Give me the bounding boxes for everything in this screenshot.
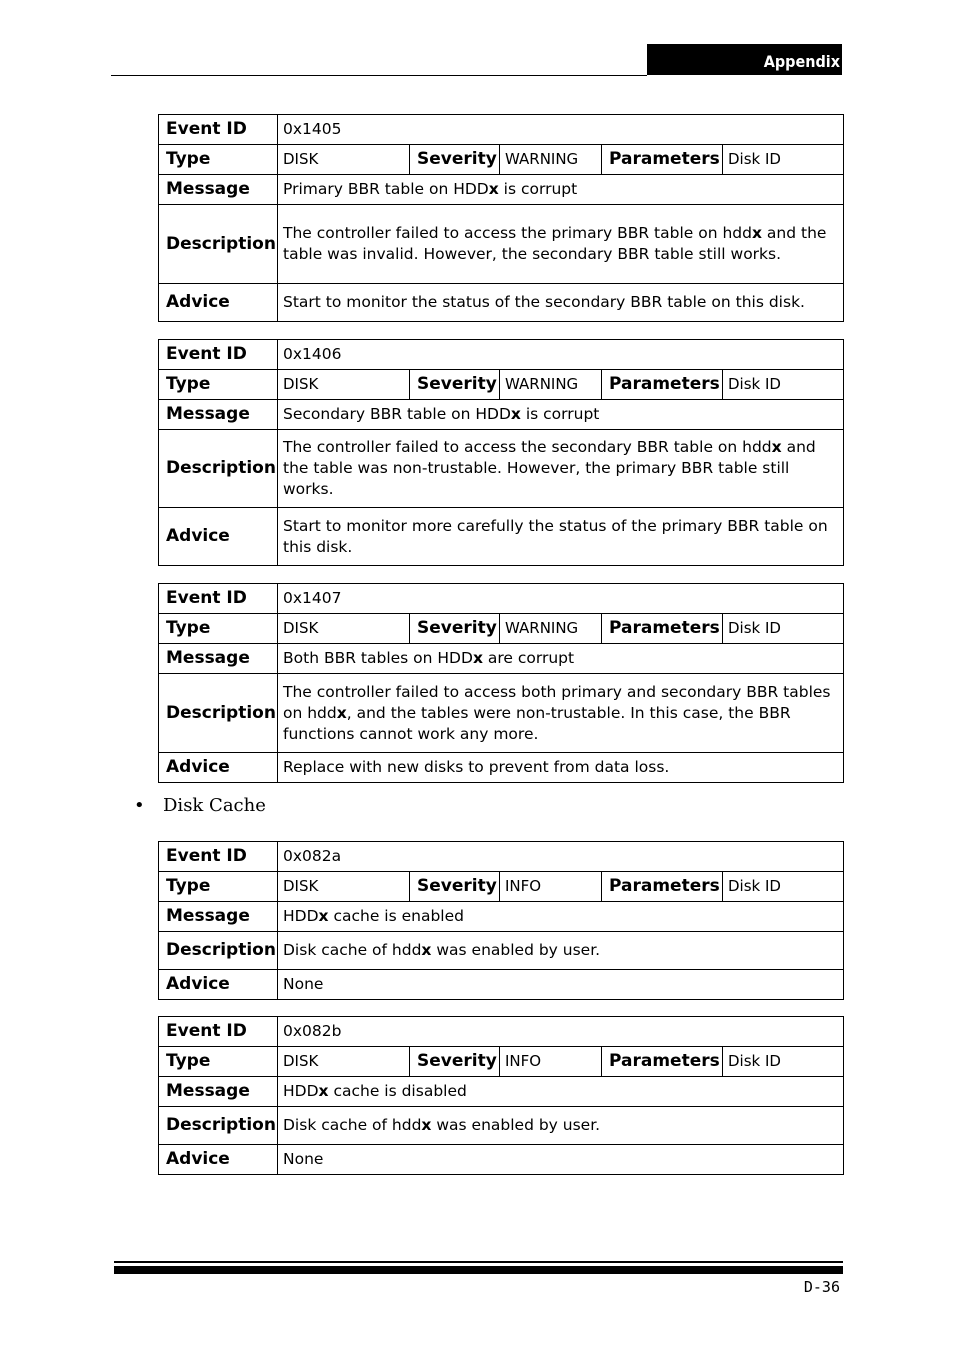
parameters-value: Disk ID bbox=[723, 370, 844, 400]
label-parameters: Parameters bbox=[602, 872, 723, 902]
parameters-value: Disk ID bbox=[723, 614, 844, 644]
type-value: DISK bbox=[278, 872, 410, 902]
advice-value: None bbox=[278, 970, 844, 1000]
footer-rule-thick bbox=[114, 1266, 843, 1274]
row-message bbox=[159, 644, 844, 674]
label-description: Description bbox=[159, 932, 278, 970]
label-advice: Advice bbox=[159, 1145, 278, 1175]
label-description: Description bbox=[159, 674, 278, 753]
row-type bbox=[159, 1047, 844, 1077]
label-advice: Advice bbox=[159, 970, 278, 1000]
message-value: HDDx cache is enabled bbox=[278, 902, 844, 932]
event-table bbox=[158, 339, 844, 566]
label-message: Message bbox=[159, 175, 278, 205]
row-advice bbox=[159, 753, 844, 783]
event-id-value: 0x1405 bbox=[278, 115, 844, 145]
label-message: Message bbox=[159, 902, 278, 932]
description-value: Disk cache of hddx was enabled by user. bbox=[278, 1107, 844, 1145]
parameters-value: Disk ID bbox=[723, 145, 844, 175]
advice-value: None bbox=[278, 1145, 844, 1175]
type-value: DISK bbox=[278, 1047, 410, 1077]
bullet-icon: • bbox=[134, 795, 145, 816]
bullet-text: Disk Cache bbox=[163, 795, 266, 816]
row-advice bbox=[159, 970, 844, 1000]
label-parameters: Parameters bbox=[602, 370, 723, 400]
label-type: Type bbox=[159, 872, 278, 902]
label-description: Description bbox=[159, 1107, 278, 1145]
label-message: Message bbox=[159, 1077, 278, 1107]
row-type bbox=[159, 872, 844, 902]
section-tab: Appendix bbox=[647, 44, 842, 75]
label-severity: Severity bbox=[410, 145, 500, 175]
row-advice bbox=[159, 1145, 844, 1175]
label-parameters: Parameters bbox=[602, 614, 723, 644]
label-event-id: Event ID bbox=[159, 842, 278, 872]
label-message: Message bbox=[159, 644, 278, 674]
severity-value: WARNING bbox=[500, 370, 602, 400]
row-event-id bbox=[159, 1017, 844, 1047]
parameters-value: Disk ID bbox=[723, 872, 844, 902]
row-description bbox=[159, 430, 844, 508]
row-type bbox=[159, 145, 844, 175]
row-type bbox=[159, 370, 844, 400]
severity-value: INFO bbox=[500, 872, 602, 902]
message-value: Secondary BBR table on HDDx is corrupt bbox=[278, 400, 844, 430]
row-event-id bbox=[159, 842, 844, 872]
label-description: Description bbox=[159, 430, 278, 508]
row-message bbox=[159, 902, 844, 932]
message-value: Primary BBR table on HDDx is corrupt bbox=[278, 175, 844, 205]
label-event-id: Event ID bbox=[159, 1017, 278, 1047]
label-event-id: Event ID bbox=[159, 115, 278, 145]
severity-value: INFO bbox=[500, 1047, 602, 1077]
label-type: Type bbox=[159, 614, 278, 644]
message-value: HDDx cache is disabled bbox=[278, 1077, 844, 1107]
label-advice: Advice bbox=[159, 753, 278, 783]
event-id-value: 0x082a bbox=[278, 842, 844, 872]
label-severity: Severity bbox=[410, 872, 500, 902]
label-type: Type bbox=[159, 370, 278, 400]
event-id-value: 0x082b bbox=[278, 1017, 844, 1047]
type-value: DISK bbox=[278, 145, 410, 175]
label-advice: Advice bbox=[159, 284, 278, 322]
label-severity: Severity bbox=[410, 1047, 500, 1077]
description-value: Disk cache of hddx was enabled by user. bbox=[278, 932, 844, 970]
advice-value: Replace with new disks to prevent from data loss. bbox=[278, 753, 844, 783]
event-id-value: 0x1407 bbox=[278, 584, 844, 614]
header-rule bbox=[111, 75, 647, 76]
advice-value: Start to monitor the status of the secondary BBR table on this disk. bbox=[278, 284, 844, 322]
label-parameters: Parameters bbox=[602, 145, 723, 175]
row-advice bbox=[159, 284, 844, 322]
label-event-id: Event ID bbox=[159, 340, 278, 370]
row-message bbox=[159, 1077, 844, 1107]
severity-value: WARNING bbox=[500, 145, 602, 175]
type-value: DISK bbox=[278, 614, 410, 644]
label-severity: Severity bbox=[410, 370, 500, 400]
label-severity: Severity bbox=[410, 614, 500, 644]
row-description bbox=[159, 674, 844, 753]
advice-value: Start to monitor more carefully the status of the primary BBR table on this disk. bbox=[278, 508, 844, 566]
type-value: DISK bbox=[278, 370, 410, 400]
severity-value: WARNING bbox=[500, 614, 602, 644]
row-message bbox=[159, 400, 844, 430]
row-message bbox=[159, 175, 844, 205]
parameters-value: Disk ID bbox=[723, 1047, 844, 1077]
label-parameters: Parameters bbox=[602, 1047, 723, 1077]
message-value: Both BBR tables on HDDx are corrupt bbox=[278, 644, 844, 674]
row-event-id bbox=[159, 115, 844, 145]
event-id-value: 0x1406 bbox=[278, 340, 844, 370]
row-event-id bbox=[159, 584, 844, 614]
row-description bbox=[159, 1107, 844, 1145]
event-table bbox=[158, 841, 844, 1000]
row-description bbox=[159, 205, 844, 284]
row-event-id bbox=[159, 340, 844, 370]
event-table bbox=[158, 583, 844, 783]
label-event-id: Event ID bbox=[159, 584, 278, 614]
row-type bbox=[159, 614, 844, 644]
footer-rule-thin bbox=[114, 1261, 843, 1263]
event-table bbox=[158, 114, 844, 322]
label-type: Type bbox=[159, 145, 278, 175]
label-message: Message bbox=[159, 400, 278, 430]
row-description bbox=[159, 932, 844, 970]
label-type: Type bbox=[159, 1047, 278, 1077]
row-advice bbox=[159, 508, 844, 566]
description-value: The controller failed to access the secondary BBR table on hddx and the table was non-trustable. However, the primary BBR table still works. bbox=[278, 430, 844, 508]
event-table bbox=[158, 1016, 844, 1175]
bullet-item-disk-cache bbox=[134, 795, 266, 816]
label-description: Description bbox=[159, 205, 278, 284]
description-value: The controller failed to access both primary and secondary BBR tables on hddx, and the tables were non-trustable. In this case, the BBR functions cannot work any more. bbox=[278, 674, 844, 753]
page-number: D-36 bbox=[803, 1278, 840, 1296]
label-advice: Advice bbox=[159, 508, 278, 566]
description-value: The controller failed to access the primary BBR table on hddx and the table was invalid. However, the secondary BBR table still works. bbox=[278, 205, 844, 284]
